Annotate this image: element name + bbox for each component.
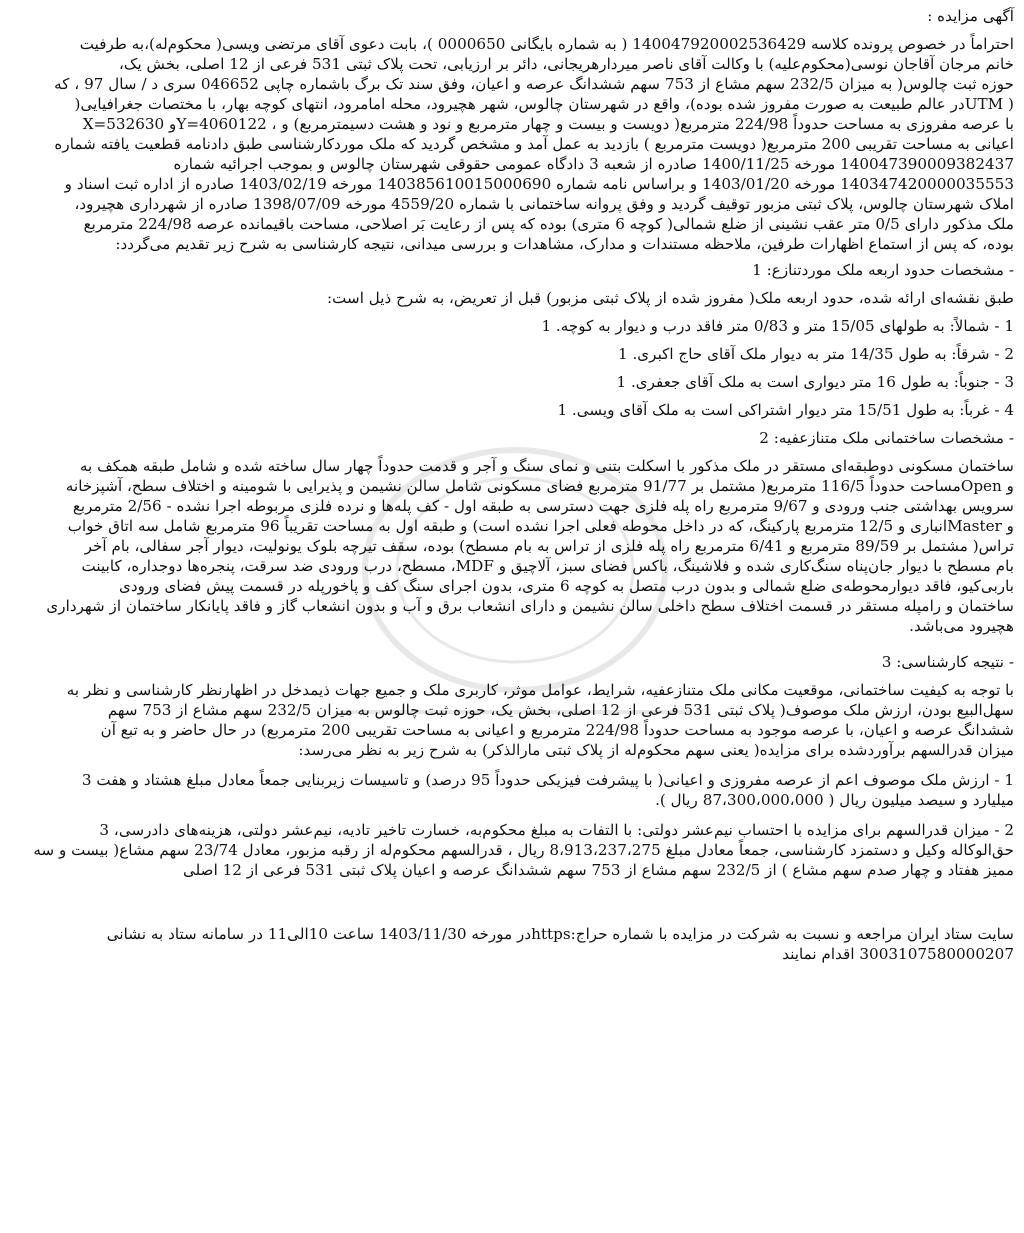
intro-line: احتراماً در خصوص پرونده کلاسه 140047920002536429 ( به شماره بایگانی 0000650 )، بابت دعوی آقای مرتضی ویسی( محکوم‌له)،به طرفیت [79, 35, 1014, 53]
notice-document [10, 6, 1014, 964]
result-item-1 [10, 770, 1014, 810]
result-item-line: ممیز هفتاد و چهار صدم سهم مشاع ) از 232/5 سهم مشاع از 753 سهم ششدانگ عرصه و اعیان پلاک ثبتی 531 فرعی از 12 اصلی [182, 861, 1014, 879]
intro-line: 140047390009382437 مورخه 1400/11/25 صادره از شعبه 3 دادگاه عمومی حقوقی شهرستان چالوس و بموجب اجرائیه شماره [173, 155, 1014, 173]
building-line: ساختمان و رامپله مستقر در قسمت اختلاف سطح داخلی سالن نشیمن و دارای انشعاب برق و آب و بدون انشعاب گاز و فاقد پایانکار ساختمان از شهرداری [46, 597, 1014, 615]
result-line: میزان قدرالسهم برآوردشده برای مزایده( یعنی سهم محکوم‌له از پلاک ثبتی مارالذکر) به شرح زیر به نظر می‌رسد: [298, 741, 1014, 759]
result-item-line: 1 - ارزش ملک موصوف اعم از عرصه مفروزی و اعیانی( با پیشرفت فیزیکی حدوداً 95 درصد) و تاسیسات زیربنایی جمعاً معادل مبلغ هشتاد و هفت 3 [81, 771, 1014, 789]
result-line: با توجه به کیفیت ساختمانی، موقعیت مکانی ملک متنازعفیه، شرایط، عوامل موثر، کاربری ملک و جمیع جهات ذیمدخل در اظهارنظر کارشناسی و نظر به [66, 681, 1014, 699]
building-line: و Openمساحت حدوداً 116/5 مترمربع( مشتمل بر 91/77 مترمربع فضای مسکونی شامل سالن نشیمن و پذیرایی با شومینه و اختلاف سطح، آشپزخانه [65, 477, 1014, 495]
notice-title: آگهی مزایده : [927, 7, 1014, 25]
building-line: تراس( مشتمل بر 89/59 مترمربع و 6/41 مترمربع راه پله فلزی از تراس به بام مسطح) بوده، سقف تیرچه بلوک یونولیت، دیوار آجر سفالی، بام آخر [84, 537, 1014, 555]
expert-result-paragraph [10, 680, 1014, 760]
boundary-north: 1 - شمالاً: به طولهای 15/05 متر و 0/83 متر فاقد درب و دیوار به کوچه. 1 [541, 317, 1014, 335]
result-line: ششدانگ عرصه و اعیان، با عرصه موجود به مساحت حدوداً 224/98 مترمربع و اعیانی به مساحت تقریبی 200 مترمربع) در حال حاضر و به تبع آن [100, 721, 1014, 739]
intro-line: املاک شهرستان چالوس، پلاک ثبتی مزبور توقیف گردید و وفق پروانه ساختمانی با شماره 4559/20 مورخه 1398/07/09 صادره از شهرداری هچیرود، [74, 195, 1014, 213]
section1-heading: - مشخصات حدود اربعه ملک موردتنازع: 1 [752, 261, 1014, 279]
building-line: هچیرود می‌باشد. [909, 617, 1014, 635]
building-line: بام مسطح با دیوار جان‌پناه سنگ‌کاری شده و فلاشینگ، باکس فضای سبز، آلاچیق و MDF، مسطح، درب ورودی ضد سرقت، پنجره‌ها دوجداره، کابینت [81, 557, 1014, 575]
building-line: و Masterانباری و 12/5 مترمربع پارکینگ، که در داخل محوطه فعلی اجرا نشده است) و طبقه اول به مساحت تقریباً 96 مترمربع شامل سه اتاق خواب [67, 517, 1014, 535]
result-item-line: میلیارد و سیصد میلیون ریال ( 87،300،000،000 ریال ). [655, 791, 1014, 809]
section1-intro: طبق نقشه‌ای ارائه شده، حدود اربعه ملک( مفروز شده از پلاک ثبتی مزبور) قبل از تعریض، به شرح ذیل است: [326, 289, 1014, 307]
result-line: سهل‌البیع بودن، ارزش ملک موصوف( پلاک ثبتی 531 فرعی از 12 اصلی، بخش یک، حوزه ثبت چالوس به میزان 232/5 سهم مشاع از 753 سهم [107, 701, 1014, 719]
intro-line: بوده، که پس از استماع اظهارات طرفین، ملاحظه مستندات و مدارک، مشاهدات و بررسی میدانی، نتیجه کارشناسی به شرح زیر تقدیم می‌گردد: [115, 235, 1014, 253]
section3-heading: - نتیجه کارشناسی: 3 [881, 653, 1014, 671]
footer-line: سایت ستاد ایران مراجعه و نسبت به شرکت در مزایده با شماره حراج:httpsدر مورخه 1403/11/30 ساعت 10الی11 در سامانه ستاد به نشانی [106, 925, 1014, 943]
building-line: سرویس بهداشتی جنب ورودی و 9/67 مترمربع راه پله فلزی جهت دسترسی به طبقه اول - کف پله‌ها و نرده فلزی مربوطه اجرا نشده - 2/56 مترمربع [72, 497, 1014, 515]
intro-line: ( UTMدر عالم طبیعت به صورت مفروز شده بوده)، واقع در شهرستان چالوس، شهر هچیرود، محله امامرود، انتهای کوچه بهار، با مختصات جغرافیایی( [74, 95, 1014, 113]
intro-line: خانم مرجان آقاجان نوسی(محکوم‌علیه) با وکالت آقای ناصر میردارهریجانی، دائر بر ارزیابی، تحت پلاک ثبتی 531 فرعی از 12 اصلی، بخش یک، [118, 55, 1014, 73]
footer-note [10, 924, 1014, 964]
intro-line: با عرصه مفروزی به مساحت حدوداً 224/98 مترمربع( دویست و بیست و چهار مترمربع و نود و هشت دسیمترمربع) و ، Y=4060122و X=532630 [82, 115, 1014, 133]
intro-line: اعیانی به مساحت تقریبی 200 مترمربع( دویست مترمربع ) بازدید به عمل آمد و مشخص گردید که ملک موردکارشناسی طبق دادنامه قطعیت یافته شماره [54, 135, 1014, 153]
footer-line: 3003107580000207 اقدام نمایند [782, 945, 1014, 963]
building-line: باربی‌کیو، فاقد دیوارمحوطه‌ی ضلع شمالی و بدون درب متصل به کوچه 6 متری، بدون اجرای سنگ کف و پاخورپله در قسمت پیش فضای ورودی [118, 577, 1014, 595]
intro-line: حوزه ثبت چالوس( به میزان 232/5 سهم مشاع از 753 سهم ششدانگ عرصه و اعیان، وفق سند تک برگ باشماره چاپی 046652 سری د / سال 97 ، که [54, 75, 1014, 93]
boundary-west: 4 - غرباً: به طول 15/51 متر دیوار اشتراکی است به ملک آقای ویسی. 1 [557, 401, 1014, 419]
building-specs-paragraph [10, 456, 1014, 636]
intro-paragraph [10, 34, 1014, 254]
result-item-2 [10, 820, 1014, 880]
section2-heading: - مشخصات ساختمانی ملک متنازعفیه: 2 [759, 429, 1014, 447]
intro-line: ملک مذکور دارای 0/5 متر عقب نشینی از ضلع شمالی( کوچه 6 متری) بوده که پس از رعایت بَر اصلاحی، مساحت باقیمانده عرصه 224/98 مترمربع [83, 215, 1014, 233]
boundary-south: 3 - جنوباً: به طول 16 متر دیواری است به ملک آقای جعفری. 1 [616, 373, 1014, 391]
boundary-east: 2 - شرقاً: به طول 14/35 متر به دیوار ملک آقای حاج اکبری. 1 [617, 345, 1014, 363]
intro-line: 140347420000035553 مورخه 1403/01/20 و براساس نامه شماره 140385610015000690 مورخه 1403/02/19 صادره از اداره ثبت اسناد و [64, 175, 1014, 193]
building-line: ساختمان مسکونی دوطبقه‌ای مستقر در ملک مذکور با اسکلت بتنی و نمای سنگ و آجر و قدمت حدوداً چهار سال ساخته شده و شامل طبقه همکف به [79, 457, 1014, 475]
result-item-line: 2 - میزان قدرالسهم برای مزایده با احتساب نیم‌عشر دولتی: با التفات به مبلغ محکوم‌به، خسارت تاخیر تادیه، نیم‌عشر دولتی، هزینه‌های دادرسی، 3 [99, 821, 1014, 839]
result-item-line: حق‌الوکاله وکیل و دستمزد کارشناسی، جمعاً معادل مبلغ 8،913،237،275 ریال ، قدرالسهم محکوم‌له از رقبه مزبور، معادل 23/74 سهم مشاع( بیست و سه [33, 841, 1014, 859]
